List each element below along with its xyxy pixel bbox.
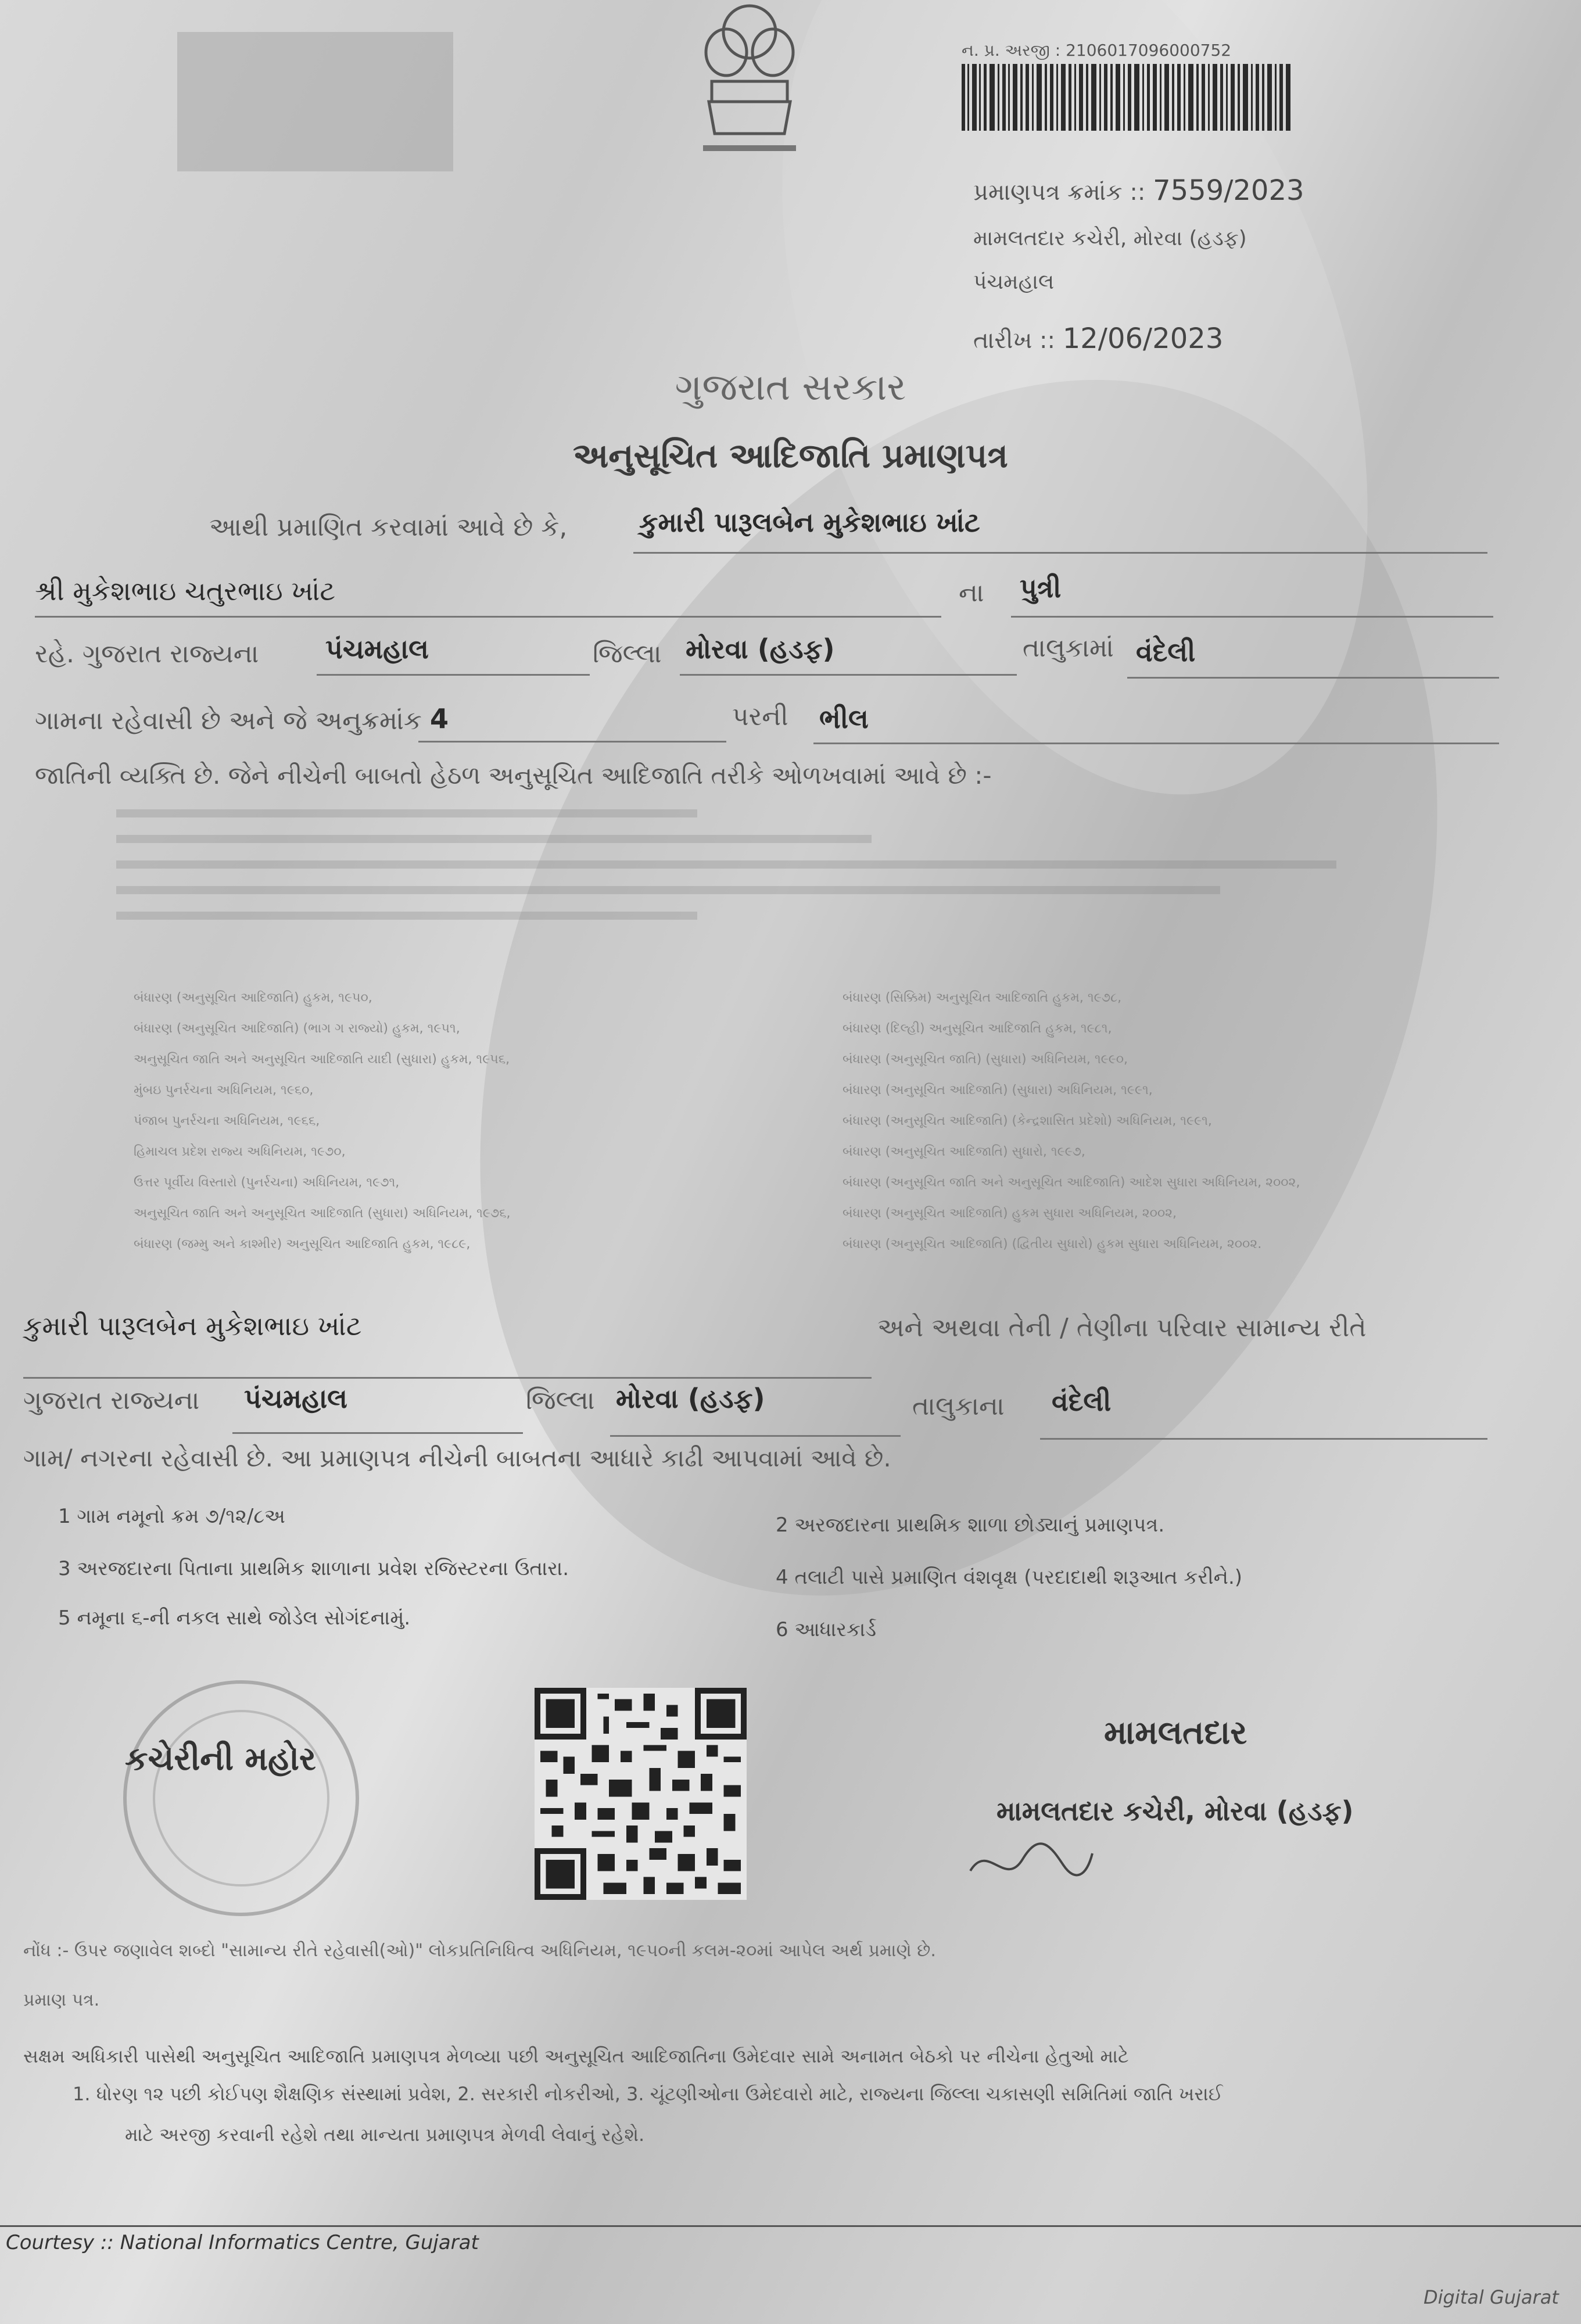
taluka-label: તાલુકામાં [1023,633,1114,663]
caste-value: ભીલ [819,703,869,734]
national-emblem-icon [686,0,813,163]
photo-placeholder [177,32,453,171]
list-item: બંધારણ (અનુસૂચિત જાતિ) (સુધારા) અધિનિયમ, ૧૯૯૦, [843,1052,1128,1067]
underline [610,1435,901,1437]
basis-text: ગામ/ નગરના રહેવાસી છે. આ પ્રમાણપત્ર નીચેની બાબતના આધારે કાઢી આપવામાં આવે છે. [23,1444,891,1472]
list-item: બંધારણ (અનુસૂચિત આદિજાતિ) હુકમ, ૧૯૫૦, [134,991,372,1005]
residence-village: વંદેલી [1052,1386,1112,1417]
list-item: બંધારણ (અનુસૂચિત જાતિ અને અનુસૂચિત આદિજાતિ) આદેશ સુધારા અધિનિયમ, ૨૦૦૨, [843,1175,1300,1190]
certificate-number-row [973,174,1304,207]
footer-rule [0,2225,1581,2227]
legal-list-left [134,991,511,1268]
declaration-text: જાતિની વ્યક્તિ છે. જેને નીચેની બાબતો હેઠળ અનુસૂચિત આદિજાતિ તરીકે ઓળખવામાં આવે છે :- [35,761,992,790]
signatory-title: મામલતદાર [1104,1714,1247,1752]
signature-scribble-icon [965,1830,1098,1894]
list-item: બંધારણ (અનુસૂચિત આદિજાતિ) (સુધારા) અધિનિયમ, ૧૯૯૧, [843,1083,1153,1098]
list-item: અનુસૂચિત જાતિ અને અનુસૂચિત આદિજાતિ (સુધારા) અધિનિયમ, ૧૯૭૬, [134,1206,511,1221]
certificate-number: 7559/2023 [1153,174,1304,207]
document-item: 2 અરજદારના પ્રાથમિક શાળા છોડ્યાનું પ્રમાણપત્ર. [776,1514,1165,1537]
list-item: બંધારણ (જમ્મુ અને કાશ્મીર) અનુસૂચિત આદિજાતિ હુકમ, ૧૯૮૯, [134,1237,471,1251]
family-text: અને અથવા તેની / તેણીના પરિવાર સામાન્ય રીતે [877,1313,1367,1343]
underline [317,674,590,676]
serial-label: ગામના રહેવાસી છે અને જે અનુક્રમાંક [35,706,422,736]
list-item: બંધારણ (અનુસૂચિત આદિજાતિ) (ભાગ ગ રાજ્યો) હુકમ, ૧૯૫૧, [134,1021,460,1036]
underline [1127,677,1499,679]
relation-prefix: ના [959,578,984,608]
government-title: ગુજરાત સરકાર [675,366,906,409]
note-line: નોંધ :- ઉપર જણાવેલ શબ્દો "સામાન્ય રીતે રહેવાસી(ઓ)" લોકપ્રતિનિધિત્વ અધિનિયમ, ૧૯૫૦ની કલમ-૨૦માં આપેલ અર્થ પ્રમાણે છે. [23,1941,936,1961]
list-item: બંધારણ (અનુસૂચિત આદિજાતિ) (દ્વિતીય સુધારો) હુકમ સુધારા અધિનિયમ, ૨૦૦૨. [843,1237,1262,1251]
list-item: અનુસૂચિત જાતિ અને અનુસૂચિત આદિજાતિ યાદી (સુધારા) હુકમ, ૧૯૫૬, [134,1052,510,1067]
district-label: જિલ્લા [593,639,662,669]
note-line: 1. ધોરણ ૧૨ પછી કોઈપણ શૈક્ષણિક સંસ્થામાં પ્રવેશ, 2. સરકારી નોકરીઓ, 3. ચૂંટણીઓના ઉમેદવારો માટે, રાજ્યના જિલ્લા ચકાસણી સમિતિમાં જાતિ ખરાઈ [73,2083,1223,2105]
intro-text: આથી પ્રમાણિત કરવામાં આવે છે કે, [209,512,568,542]
list-item: બંધારણ (દિલ્હી) અનુસૂચિત આદિજાતિ હુકમ, ૧૯૮૧, [843,1021,1112,1036]
list-item: બંધારણ (અનુસૂચિત આદિજાતિ) હુકમ સુધારા અધિનિયમ, ૨૦૦૨, [843,1206,1177,1221]
caste-label: પરની [732,702,788,731]
list-item: ઉત્તર પૂર્વીય વિસ્તારો (પુનર્રચના) અધિનિયમ, ૧૯૭૧, [134,1175,400,1190]
applicant-name: કુમારી પારૂલબેન મુકેશભાઇ ખાંટ [639,507,980,538]
signatory-office: મામલતદાર કચેરી, મોરવા (હડફ) [996,1795,1354,1827]
issuing-district: પંચમહાલ [973,270,1055,294]
corner-text: Digital Gujarat [1424,2286,1559,2308]
fine-print-block [116,805,1394,938]
legal-list-right [843,991,1300,1268]
note-line: પ્રમાણ પત્ર. [23,1990,100,2010]
underline [680,674,1017,676]
seal-label: કચેરીની મહોર [125,1740,316,1778]
serial-number: 4 [430,703,449,734]
relation: પુત્રી [1020,572,1062,604]
note-line: સક્ષમ અધિકારી પાસેથી અનુસૂચિત આદિજાતિ પ્રમાણપત્ર મેળવ્યા પછી અનુસૂચિત આદિજાતિના ઉમેદવાર સામે અનામત બેઠકો પર નીચેના હેતુઓ માટે [23,2045,1129,2067]
qr-code-icon [535,1685,747,1903]
courtesy-text: Courtesy :: National Informatics Centre, Gujarat [6,2231,479,2254]
document-item: 6 આધારકાર્ડ [776,1618,876,1641]
document-item: 5 નમૂના ૬-ની નકલ સાથે જોડેલ સોગંદનામું. [58,1606,411,1630]
list-item: બંધારણ (અનુસૂચિત આદિજાતિ) સુધારો, ૧૯૯૭, [843,1145,1085,1159]
list-item: બંધારણ (સિક્કિમ) અનુસૂચિત આદિજાતિ હુકમ, ૧૯૭૮, [843,991,1122,1005]
date-row [973,322,1223,355]
underline [633,552,1487,554]
barcode-icon [962,64,1293,131]
underline [418,741,726,743]
parent-name: શ્રી મુકેશભાઇ ચતુરભાઇ ખાંટ [35,575,336,607]
issue-date: 12/06/2023 [1062,322,1224,355]
underline [232,1432,523,1434]
underline [1040,1438,1487,1440]
certificate-number-label: પ્રમાણપત્ર ક્રમાંક :: [973,179,1146,206]
list-item: બંધારણ (અનુસૂચિત આદિજાતિ) (કેન્દ્રશાસિત પ્રદેશો) અધિનિયમ, ૧૯૯૧, [843,1114,1212,1128]
list-item: હિમાચલ પ્રદેશ રાજ્ય અધિનિયમ, ૧૯૭૦, [134,1145,346,1159]
document-item: 4 તલાટી પાસે પ્રમાણિત વંશવૃક્ષ (પરદાદાથી શરૂઆત કરીને.) [776,1566,1243,1589]
office-seal-icon [116,1673,366,1923]
underline [813,743,1499,744]
list-item: મુંબઇ પુનર્રચના અધિનિયમ, ૧૯૬૦, [134,1083,314,1098]
village-value: વંદેલી [1136,636,1196,668]
residence-taluka: મોરવા (હડફ) [616,1383,765,1414]
residence-district-label: જિલ્લા [526,1386,595,1415]
underline [1011,616,1493,618]
certificate-title: અનુસૂચિત આદિજાતિ પ્રમાણપત્ર [573,436,1008,475]
residence-name: કુમારી પારૂલબેન મુકેશભાઇ ખાંટ [23,1310,362,1342]
date-label: તારીખ :: [973,327,1055,354]
document-item: 1 ગામ નમૂનો ક્રમ ૭/૧૨/૮અ [58,1505,285,1528]
underline [23,1377,872,1379]
taluka-value: મોરવા (હડફ) [686,633,835,665]
document-item: 3 અરજદારના પિતાના પ્રાથમિક શાળાના પ્રવેશ રજિસ્ટરના ઉતારા. [58,1557,569,1580]
barcode-number: ન. પ્ર. અરજી : 2106017096000752 [962,41,1232,60]
residence-state-label: ગુજરાત રાજ્યના [23,1386,200,1415]
district-value: પંચમહાલ [325,633,429,665]
residence-district: પંચમહાલ [244,1383,347,1414]
issuing-office: મામલતદાર કચેરી, મોરવા (હડફ) [973,227,1247,250]
underline [35,616,941,618]
note-line: માટે અરજી કરવાની રહેશે તથા માન્યતા પ્રમાણપત્ર મેળવી લેવાનું રહેશે. [125,2124,645,2146]
residence-taluka-label: તાલુકાના [912,1391,1005,1421]
state-label: રહે. ગુજરાત રાજ્યના [35,639,259,669]
list-item: પંજાબ પુનર્રચના અધિનિયમ, ૧૯૬૬, [134,1114,320,1128]
